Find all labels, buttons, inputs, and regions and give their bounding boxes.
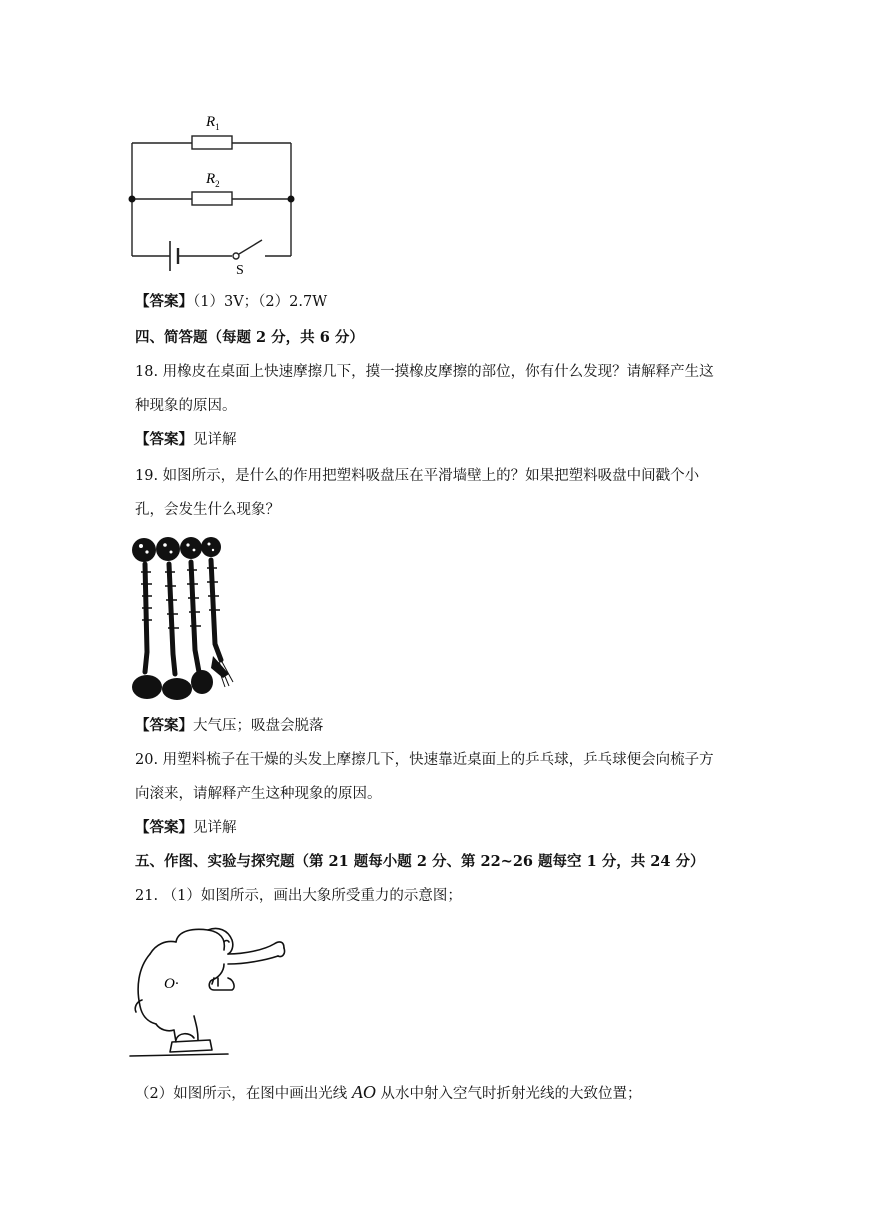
q18-line2: 种现象的原因。: [135, 398, 237, 414]
circuit-diagram: [120, 100, 310, 280]
q18-answer: [135, 430, 237, 450]
resistor-r2: [192, 192, 232, 205]
r2-label: $R_2$: [206, 171, 220, 189]
answer-text: 大气压；吸盘会脱落: [193, 718, 324, 734]
answer-text: 见详解: [193, 820, 237, 836]
answer-tag: 【答案】: [135, 819, 193, 836]
q21-line1: 21. （1）如图所示，画出大象所受重力的示意图；: [135, 888, 462, 904]
suction-hooks-illustration: [125, 532, 235, 704]
switch-label: S: [236, 263, 244, 278]
ray-ao-label: AO: [351, 1082, 376, 1102]
section-4-title: 四、简答题（每题 2 分，共 6 分）: [135, 329, 364, 346]
center-of-gravity-label: O·: [164, 976, 179, 992]
elephant-illustration: [128, 920, 298, 1060]
switch-contact: [233, 253, 239, 259]
junction-right: [288, 196, 295, 203]
q19-answer: [135, 716, 324, 736]
q18-line1: 18. 用橡皮在桌面上快速摩擦几下，摸一摸橡皮摩擦的部位，你有什么发现？请解释产生这: [135, 364, 714, 380]
answer-text: 见详解: [193, 432, 237, 448]
answer-tag: 【答案】: [135, 717, 193, 734]
q19-line2: 孔，会发生什么现象？: [135, 502, 280, 518]
q20-answer: [135, 818, 237, 838]
q20-line1: 20. 用塑料梳子在干燥的头发上摩擦几下，快速靠近桌面上的乒乓球，乒乓球便会向梳子方: [135, 752, 714, 768]
answer-tag: 【答案】: [135, 431, 193, 448]
r1-label: $R_1$: [206, 114, 220, 132]
q21-part2-a: （2）如图所示，在图中画出光线: [135, 1086, 352, 1102]
q17-answer: [135, 292, 327, 312]
q20-line2: 向滚来，请解释产生这种现象的原因。: [135, 786, 382, 802]
q19-line1: 19. 如图所示，是什么的作用把塑料吸盘压在平滑墙壁上的？如果把塑料吸盘中间戳个小: [135, 468, 700, 484]
switch-lever: [239, 240, 262, 254]
junction-left: [129, 196, 136, 203]
answer-tag: 【答案】: [135, 293, 193, 310]
section-5-title: 五、作图、实验与探究题（第 21 题每小题 2 分、第 22~26 题每空 1 分，共 24 分）: [135, 853, 705, 870]
q21-part2-b: 从水中射入空气时折射光线的大致位置；: [375, 1086, 642, 1102]
q21-part2: [135, 1082, 641, 1104]
resistor-r1: [192, 136, 232, 149]
answer-text: （1）3V；（2）2.7W: [193, 294, 328, 310]
